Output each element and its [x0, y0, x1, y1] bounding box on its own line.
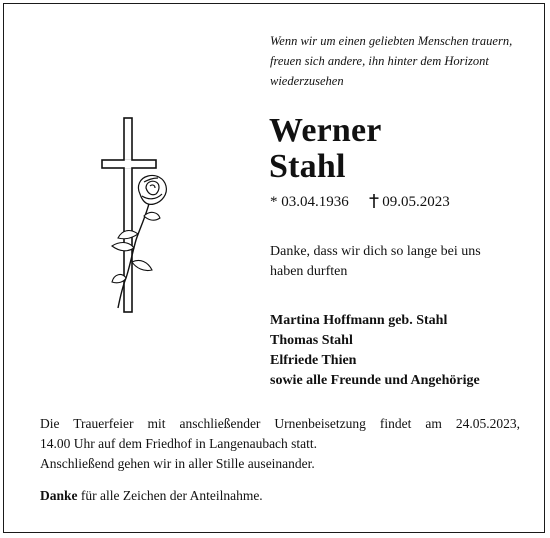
thanks-message: [270, 242, 540, 282]
thanks-line: haben durften: [270, 264, 348, 279]
mourner: Martina Hoffmann geb. Stahl: [270, 313, 448, 328]
life-dates: [270, 192, 450, 211]
small-cross-icon: [369, 194, 379, 208]
birth-date: * 03.04.1936: [270, 194, 349, 210]
ceremony-line: Anschließend gehen wir in aller Stille auseinander.: [40, 456, 315, 471]
last-name: Stahl: [269, 148, 346, 185]
deceased-name: [269, 113, 382, 185]
closing-bold: Danke: [40, 488, 78, 503]
closing-thanks: [40, 488, 263, 504]
first-name: Werner: [269, 112, 382, 149]
mourners-list: [270, 311, 480, 391]
cross-vertical-beam: [124, 118, 132, 312]
rose-leaf: [132, 260, 152, 270]
rose-leaf: [144, 212, 160, 220]
motto-line: wiederzusehen: [270, 74, 344, 88]
cross-with-rose-icon: [100, 116, 180, 316]
motto-quote: [270, 31, 530, 91]
ceremony-info: [40, 414, 520, 474]
mourner: Elfriede Thien: [270, 353, 357, 368]
closing-rest: für alle Zeichen der Anteilnahme.: [77, 488, 263, 503]
motto-line: Wenn wir um einen geliebten Menschen trauern,: [270, 34, 513, 48]
mourner: sowie alle Freunde und Angehörige: [270, 373, 480, 388]
rose-leaf: [118, 231, 138, 239]
ceremony-line: 14.00 Uhr auf dem Friedhof in Langenaubach statt.: [40, 436, 318, 451]
death-date: 09.05.2023: [382, 194, 450, 210]
motto-line: freuen sich andere, ihn hinter dem Horizont: [270, 54, 489, 68]
rose-bloom: [138, 175, 166, 204]
thanks-line: Danke, dass wir dich so lange bei uns: [270, 244, 481, 259]
mourner: Thomas Stahl: [270, 333, 353, 348]
ceremony-line: Die Trauerfeier mit anschließender Urnenbeisetzung findet am 24.05.2023,: [40, 416, 520, 431]
